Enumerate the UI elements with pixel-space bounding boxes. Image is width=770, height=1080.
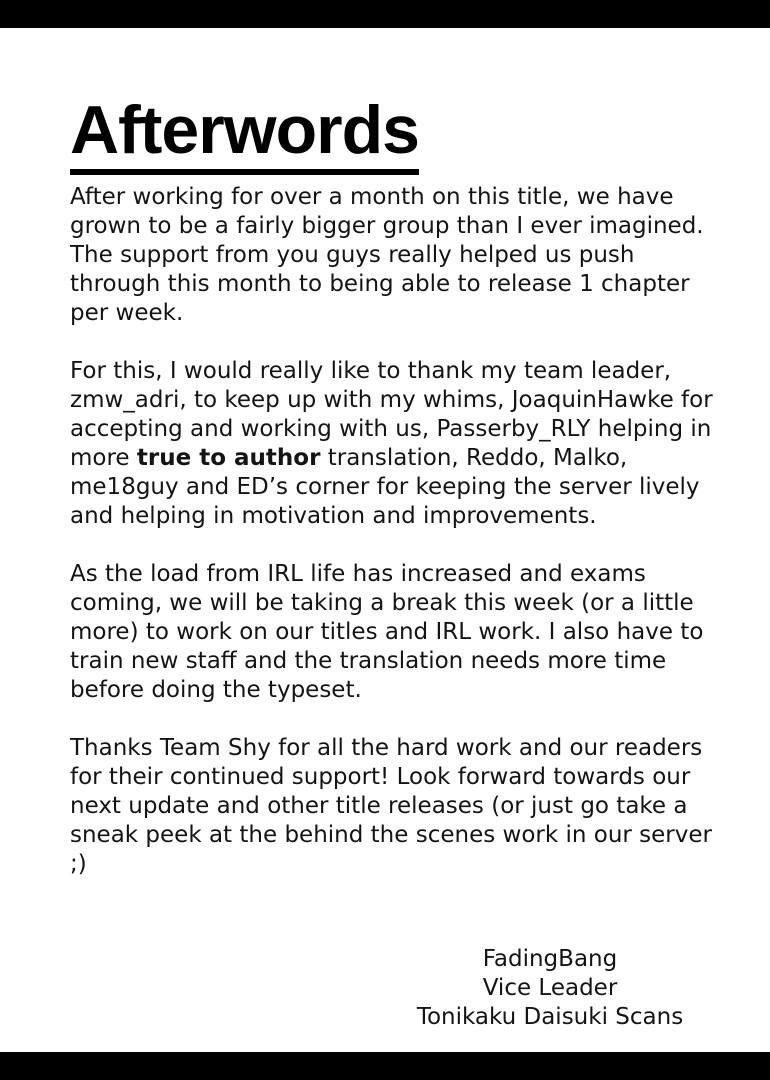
paragraph-text: After working for over a month on this title, we have grown to be a fairly bigger group than I ever imagined. The support from you guys really helped us push through this month to being able to release 1 chapter per week. <box>70 184 704 326</box>
page-title: Afterwords <box>70 96 419 175</box>
page-trim-bar-bottom <box>0 1052 770 1080</box>
afterword-paragraph-break-notice <box>70 560 715 705</box>
signature-block <box>320 945 770 1032</box>
paragraph-text: As the load from IRL life has increased and exams coming, we will be taking a break this week (or a little more) to work on our titles and IRL work. I also have to train new staff and the translation needs more time before doing the typeset. <box>70 561 704 703</box>
afterword-paragraph-closing <box>70 734 715 879</box>
afterword-paragraph-intro <box>70 183 715 328</box>
afterword-paragraph-thanks-team <box>70 357 715 531</box>
paragraph-text: For this, I would really like to thank my team leader, zmw_adri, to keep up with my whims, JoaquinHawke for accepting and working with us, Passerby_RLY helping in more <box>70 358 713 471</box>
bold-phrase-true-to-author: true to author <box>136 445 321 471</box>
signature-group: Tonikaku Daisuki Scans <box>416 1004 684 1030</box>
afterword-body <box>70 183 715 908</box>
signature-name: FadingBang <box>482 946 618 972</box>
paragraph-text: Thanks Team Shy for all the hard work and our readers for their continued support! Look forward towards our next update and other title releases (or just go take a sneak peek at the behind the scenes work in our server ;) <box>70 735 712 877</box>
page-trim-bar-top <box>0 0 770 28</box>
signature-role: Vice Leader <box>482 975 618 1001</box>
paragraph-text: translation, Reddo, Malko, me18guy and ED’s corner for keeping the server lively and helping in motivation and improvements. <box>70 445 700 529</box>
